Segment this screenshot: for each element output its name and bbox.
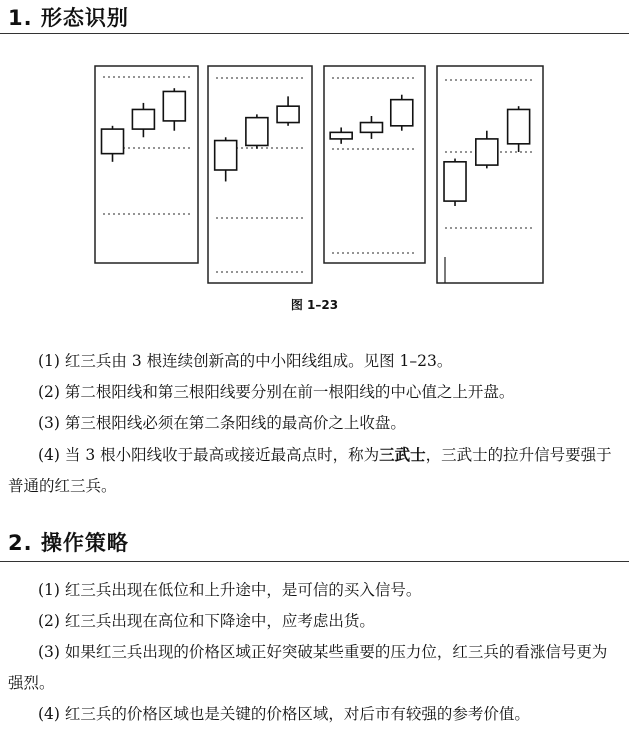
list2-item-4-text: 红三兵的价格区域也是关键的价格区域，对后市有较强的参考价值。 — [64, 705, 530, 723]
panel-4-candle-2-body — [476, 139, 498, 165]
candlestick-figure — [0, 0, 629, 300]
list1-item-1-text: 红三兵由 3 根连续创新高的中小阳线组成。见图 1–23。 — [64, 352, 453, 370]
list1-item-3-text: 第三根阳线必须在第二条阳线的最高价之上收盘。 — [64, 414, 406, 432]
list1-item-4 — [8, 439, 620, 502]
panel-3-candle-2-body — [360, 123, 382, 133]
list1-item-2-num: (2) — [38, 383, 60, 401]
chart-panel-2 — [208, 66, 312, 283]
list2-item-3 — [8, 637, 620, 699]
list2-item-1-text: 红三兵出现在低位和上升途中，是可信的买入信号。 — [64, 581, 422, 599]
list2-item-2 — [8, 606, 620, 637]
figure-caption: 图 1–23 — [290, 298, 339, 312]
panel-4-candle-1-body — [444, 162, 466, 201]
list1-item-1-num: (1) — [38, 352, 60, 370]
list1-item-3 — [8, 408, 620, 439]
section-heading-recognition: 1. 形态识别 — [8, 6, 129, 30]
chart-panel-3 — [324, 66, 425, 263]
panel-3-candle-1-body — [330, 132, 352, 139]
heading-rule — [0, 561, 629, 562]
list1-item-2-text: 第二根阳线和第三根阳线要分别在前一根阳线的中心值之上开盘。 — [64, 383, 515, 401]
panel-1-candle-1-body — [102, 129, 124, 154]
panel-1-candle-2-body — [132, 109, 154, 129]
list2-item-3-num: (3) — [38, 643, 60, 661]
section-heading-strategy: 2. 操作策略 — [8, 531, 129, 555]
list1-item-4-num: (4) — [38, 446, 60, 464]
list1-item-4-post: ，三武士的拉升信号要强于普通的红三兵。 — [8, 446, 612, 495]
panel-1-candle-3-body — [163, 91, 185, 120]
panel-4-candle-3-body — [508, 109, 530, 143]
list1-item-4-pre: 当 3 根小阳线收于最高或接近最高点时，称为 — [64, 446, 380, 464]
panel-3-candle-3-body — [391, 100, 413, 126]
panel-2-candle-1-body — [215, 141, 237, 170]
panel-2-candle-2-body — [246, 118, 268, 146]
list2-item-3-text: 如果红三兵出现的价格区域正好突破某些重要的压力位，红三兵的看涨信号更为强烈。 — [8, 643, 608, 692]
list1-item-3-num: (3) — [38, 414, 60, 432]
list2-item-4-num: (4) — [38, 705, 60, 723]
list2-item-4 — [8, 699, 620, 730]
panel-2-candle-3-body — [277, 106, 299, 122]
list1-item-4-bold: 三武士 — [379, 445, 426, 464]
list2-item-2-text: 红三兵出现在高位和下降途中，应考虑出货。 — [64, 612, 375, 630]
list2-item-2-num: (2) — [38, 612, 60, 630]
list2-item-1-num: (1) — [38, 581, 60, 599]
list2-item-1 — [8, 575, 620, 606]
list1-item-2 — [8, 377, 620, 408]
list1-item-1 — [8, 346, 620, 377]
